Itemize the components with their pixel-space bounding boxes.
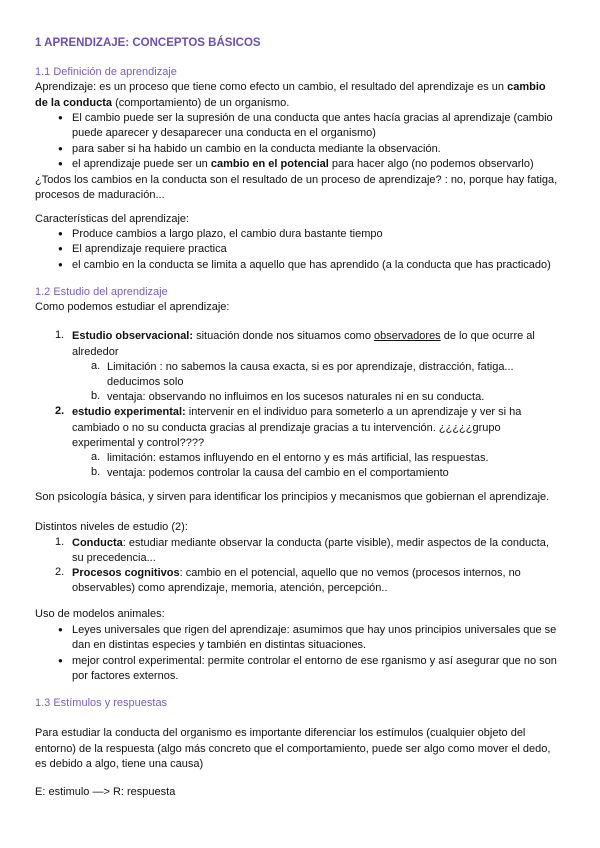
list-number: 1. [55, 536, 65, 548]
list-number: 2. [55, 566, 65, 578]
list-item: mejor control experimental: permite controlar el entorno de ese rganismo y así asegurar que no son [72, 655, 557, 667]
list-item [72, 405, 521, 419]
paragraph: Distintos niveles de estudio (2): [35, 521, 188, 533]
text: intervenir en el individuo para someterlo a un aprendizaje y ver si ha [185, 406, 522, 418]
list-item-cont: alrededor [72, 346, 119, 358]
sub-item: limitación: estamos influyendo en el entorno y es más artificial, las respuestas. [107, 452, 489, 464]
list-item-cont: experimental y control???? [72, 437, 205, 449]
list-item [72, 157, 534, 171]
paragraph: ¿Todos los cambios en la conducta son el resultado de un proceso de aprendizaje? : no, porque hay fatiga, [35, 174, 558, 186]
bold-text: estudio experimental: [72, 406, 186, 418]
text: : cambio en el potencial, aquello que no vemos (procesos internos, no [179, 567, 521, 579]
sub-item: Limitación : no sabemos la causa exacta, si es por aprendizaje, distracción, fatiga... [107, 361, 514, 373]
underlined-text: observadores [374, 330, 441, 342]
list-item [72, 566, 521, 580]
list-item: el cambio en la conducta se limita a aquello que has aprendido (a la conducta que has practicado) [72, 259, 551, 271]
text: de lo que ocurre al [440, 330, 535, 342]
paragraph [35, 80, 546, 94]
list-letter: b. [91, 466, 101, 478]
paragraph: Para estudiar la conducta del organismo es importante diferenciar los estímulos (cualquier objeto del [35, 727, 526, 739]
bold-text: Estudio observacional: [72, 330, 194, 342]
list-number: 2. [55, 405, 65, 417]
list-item: El cambio puede ser la supresión de una conducta que antes hacía gracias al aprendizaje (cambio [72, 112, 553, 124]
sub-item: ventaja: podemos controlar la causa del cambio en el comportamiento [107, 467, 449, 479]
list-item [72, 329, 535, 343]
list-item [72, 536, 549, 550]
bullet-icon: ● [58, 113, 63, 122]
page-title: 1 APRENDIZAJE: CONCEPTOS BÁSICOS [35, 37, 261, 49]
list-number: 1. [55, 329, 65, 341]
list-item-cont: dan en distintas especies y también en distintas situaciones. [72, 639, 367, 651]
list-letter: b. [91, 390, 101, 402]
sub-item-cont: deducimos solo [107, 376, 184, 388]
text: Aprendizaje: es un proceso que tiene como efecto un cambio, el resultado del aprendizaje es un [35, 81, 508, 93]
paragraph: Como podemos estudiar el aprendizaje: [35, 301, 230, 313]
list-item-cont: puede aparecer y desaparecer una conducta en el organismo) [72, 127, 376, 139]
list-letter: a. [91, 360, 101, 372]
list-item: El aprendizaje requiere practica [72, 243, 227, 255]
paragraph: es debido a algo, tiene una causa) [35, 758, 204, 770]
list-item-cont: su precedencia... [72, 552, 156, 564]
list-item-cont: observables) como aprendizaje, memoria, atención, percepción.. [72, 582, 388, 594]
bold-text: cambio en el potencial [210, 158, 329, 170]
bullet-icon: ● [58, 625, 63, 634]
paragraph: entorno) de la respuesta (algo más concreto que el comportamiento, puede ser algo como mover el dedo, [35, 743, 551, 755]
paragraph: Son psicología básica, y sirven para identificar los principios y mecanismos que gobiernan el aprendizaje. [35, 491, 550, 503]
list-letter: a. [91, 451, 101, 463]
text: (comportamiento) de un organismo. [112, 97, 290, 109]
bullet-icon: ● [58, 144, 63, 153]
list-item-cont: por factores externos. [72, 670, 179, 682]
text: : estudiar mediante observar la conducta (parte visible), medir aspectos de la conducta, [122, 537, 549, 549]
paragraph [35, 96, 289, 110]
list-item: Produce cambios a largo plazo, el cambio dura bastante tiempo [72, 228, 383, 240]
bullet-icon: ● [58, 260, 63, 269]
sub-item: ventaja: observando no influimos en los sucesos naturales ni en su conducta. [107, 391, 485, 403]
bullet-icon: ● [58, 229, 63, 238]
text: situación donde nos situamos como [193, 330, 375, 342]
paragraph: Características del aprendizaje: [35, 213, 190, 225]
bullet-icon: ● [58, 244, 63, 253]
list-item: para saber si ha habido un cambio en la conducta mediante la observación. [72, 143, 441, 155]
paragraph: Uso de modelos animales: [35, 608, 165, 620]
bold-text: Conducta [72, 537, 123, 549]
bold-text: cambio [507, 81, 546, 93]
text: el aprendizaje puede ser un [72, 158, 211, 170]
bold-text: de la conducta [35, 97, 113, 109]
bold-text: Procesos cognitivos [72, 567, 180, 579]
bullet-icon: ● [58, 159, 63, 168]
section-heading-1-2: 1.2 Estudio del aprendizaje [35, 286, 168, 298]
list-item: Leyes universales que rigen del aprendizaje: asumimos que hay unos principios universales que se [72, 624, 557, 636]
paragraph: procesos de maduración... [35, 189, 165, 201]
section-heading-1-1: 1.1 Definición de aprendizaje [35, 66, 177, 78]
section-heading-1-3: 1.3 Estímulos y respuestas [35, 697, 168, 709]
bullet-icon: ● [58, 656, 63, 665]
list-item-cont: cambiado o no su conducta gracias al prendizaje gracias a tu intervención. ¿¿¿¿¿grupo [72, 422, 501, 434]
paragraph: E: estimulo —> R: respuesta [35, 786, 176, 798]
text: para hacer algo (no podemos observarlo) [328, 158, 534, 170]
